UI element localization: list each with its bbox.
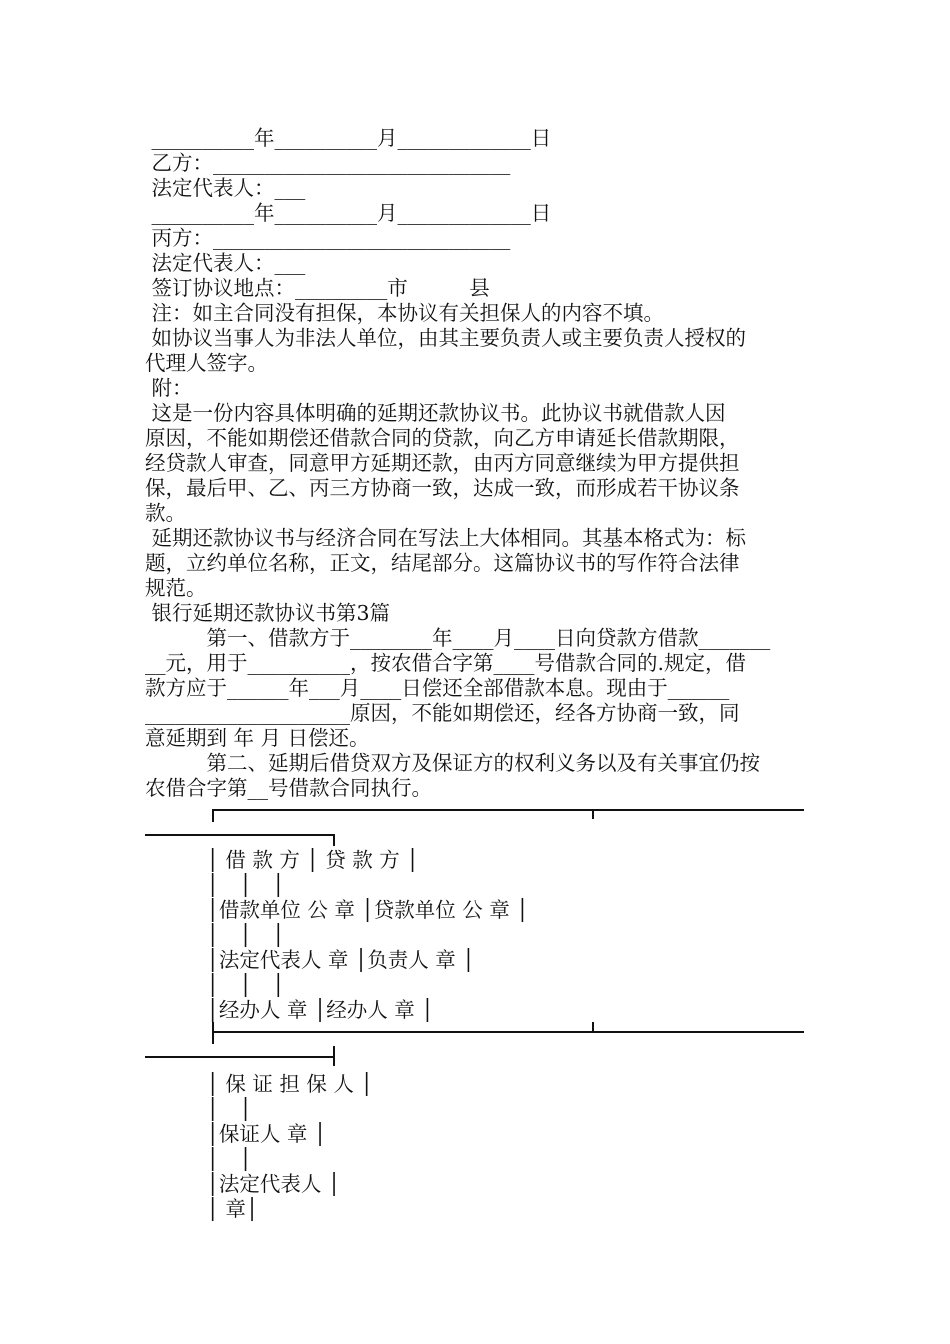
party-b-line: 乙方：_____________________________ — [145, 151, 511, 175]
section-heading: 银行延期还款协议书第3篇 — [145, 601, 391, 625]
date-line-2: __________年__________月_____________日 — [145, 201, 552, 225]
table-mid-rule — [212, 1031, 804, 1033]
clause-line: 款方应于______年___月____日偿还全部借款本息。现由于______ — [145, 676, 730, 700]
guarantor-table-row: │ │ — [145, 1097, 252, 1121]
table-tick — [333, 834, 335, 846]
clause-line: 意延期到 年 月 日偿还。 — [145, 726, 370, 750]
paragraph-line: 延期还款协议书与经济合同在写法上大体相同。其基本格式为：标 — [145, 526, 747, 550]
signing-place-line: 签订协议地点：_________市 县 — [145, 276, 490, 300]
guarantor-table-row: │ 章│ — [145, 1197, 259, 1221]
table-rule — [145, 1056, 335, 1058]
legal-rep-line-1: 法定代表人：___ — [145, 176, 306, 200]
table-top-rule — [212, 809, 804, 811]
signature-table-row: │经办人 章 │经办人 章 │ — [145, 998, 434, 1022]
guarantor-table-row: │法定代表人 │ — [145, 1172, 341, 1196]
guarantor-table-row: │保证人 章 │ — [145, 1122, 327, 1146]
party-c-line: 丙方：_____________________________ — [145, 226, 511, 250]
clause-line: 第二、延期后借贷双方及保证方的权利义务以及有关事宜仍按 — [145, 751, 760, 775]
signature-table-row: │ 借 款 方 │ 贷 款 方 │ — [145, 848, 419, 872]
paragraph-line: 代理人签字。 — [145, 351, 268, 375]
table-tick — [333, 1046, 335, 1066]
table-tick — [592, 1022, 594, 1032]
date-line-1: __________年__________月_____________日 — [145, 126, 552, 150]
legal-rep-line-2: 法定代表人：___ — [145, 251, 306, 275]
table-rule — [145, 834, 335, 836]
paragraph-line: 原因，不能如期偿还借款合同的贷款，向乙方申请延长借款期限， — [145, 426, 740, 450]
signature-table-row: │ │ │ — [145, 923, 285, 947]
signature-table-row: │ │ │ — [145, 873, 285, 897]
signature-table-row: │借款单位 公 章 │贷款单位 公 章 │ — [145, 898, 529, 922]
paragraph-line: 保，最后甲、乙、丙三方协商一致，达成一致，而形成若干协议条 — [145, 476, 740, 500]
clause-line: 农借合字第__号借款合同执行。 — [145, 776, 432, 800]
table-tick — [212, 809, 214, 822]
signature-table-row: │法定代表人 章 │负责人 章 │ — [145, 948, 475, 972]
paragraph-line: 这是一份内容具体明确的延期还款协议书。此协议书就借款人因 — [145, 401, 726, 425]
paragraph-line: 题，立约单位名称，正文，结尾部分。这篇协议书的写作符合法律 — [145, 551, 740, 575]
signature-table-row: │ │ │ — [145, 973, 285, 997]
paragraph-line: 如协议当事人为非法人单位，由其主要负责人或主要负责人授权的 — [145, 326, 747, 350]
paragraph-line: 经贷款人审查，同意甲方延期还款，由丙方同意继续为甲方提供担 — [145, 451, 740, 475]
note-line: 注：如主合同没有担保，本协议有关担保人的内容不填。 — [145, 301, 665, 325]
guarantor-table-row: │ │ — [145, 1147, 252, 1171]
clause-line: 第一、借款方于________年____月____日向贷款方借款_______ — [145, 626, 771, 650]
table-tick — [592, 809, 594, 819]
paragraph-line: 款。 — [145, 501, 186, 525]
guarantor-table-row: │ 保 证 担 保 人 │ — [145, 1072, 373, 1096]
clause-line: ____________________原因，不能如期偿还，经各方协商一致，同 — [145, 701, 740, 725]
table-tick — [212, 1022, 214, 1044]
clause-line: __元，用于__________，按农借合字第____号借款合同的.规定，借 — [145, 651, 747, 675]
paragraph-line: 规范。 — [145, 576, 207, 600]
appendix-label: 附： — [145, 376, 193, 400]
